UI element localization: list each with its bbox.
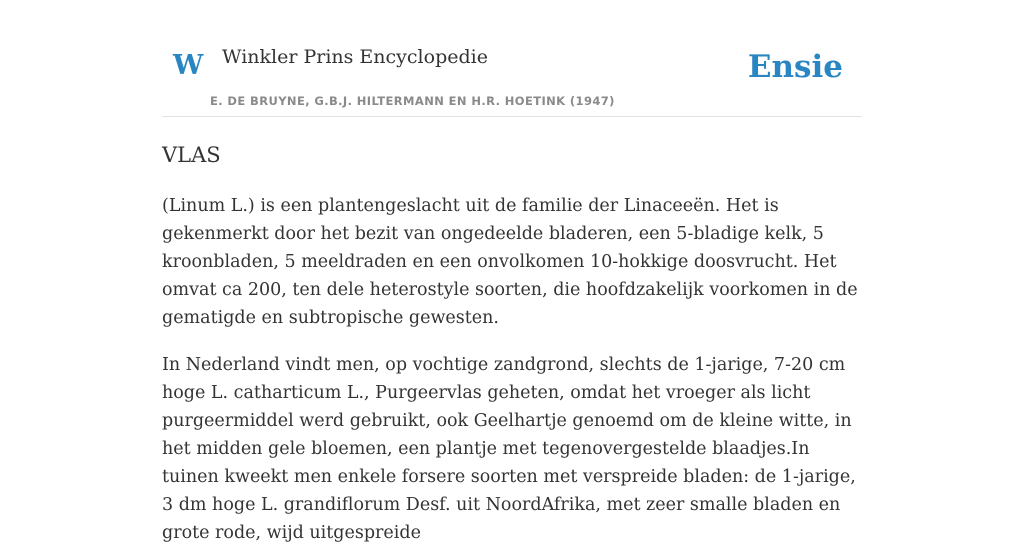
book-logo[interactable]: W xyxy=(173,50,204,81)
entry-paragraph: (Linum L.) is een plantengeslacht uit de familie der Linaceeën. Het is gekenmerkt door het bezit van ongedeelde bladeren, een 5-bladige kelk, 5 kroonbladen, 5 meeldraden en een onvolkomen 10-hokkige doosvrucht. Het omvat ca 200, ten dele heterostyle soorten, die hoofdzakelijk voorkomen in de gematigde en subtropische gewesten. xyxy=(162,196,858,328)
book-title[interactable]: Winkler Prins Encyclopedie xyxy=(222,46,488,68)
ensie-logo-link[interactable]: Ensie xyxy=(747,49,843,85)
site-header xyxy=(162,0,862,117)
book-authors: E. DE BRUYNE, G.B.J. HILTERMANN EN H.R. HOETINK (1947) xyxy=(210,94,615,108)
entry-title: VLAS xyxy=(162,143,221,167)
entry-body xyxy=(162,192,862,547)
entry-content xyxy=(162,140,862,547)
entry-paragraph: In Nederland vindt men, op vochtige zandgrond, slechts de 1-jarige, 7-20 cm hoge L. catharticum L., Purgeervlas geheten, omdat het vroeger als licht purgeermiddel werd gebruikt, ook Geelhartje genoemd om de kleine witte, in het midden gele bloemen, een plantje met tegenovergestelde blaadjes.In tuinen kweekt men enkele forsere soorten met verspreide bladen: de 1-jarige, 3 dm hoge L. grandiflorum Desf. uit NoordAfrika, met zeer smalle bladen en grote rode, wijd uitgespreide xyxy=(162,355,856,543)
